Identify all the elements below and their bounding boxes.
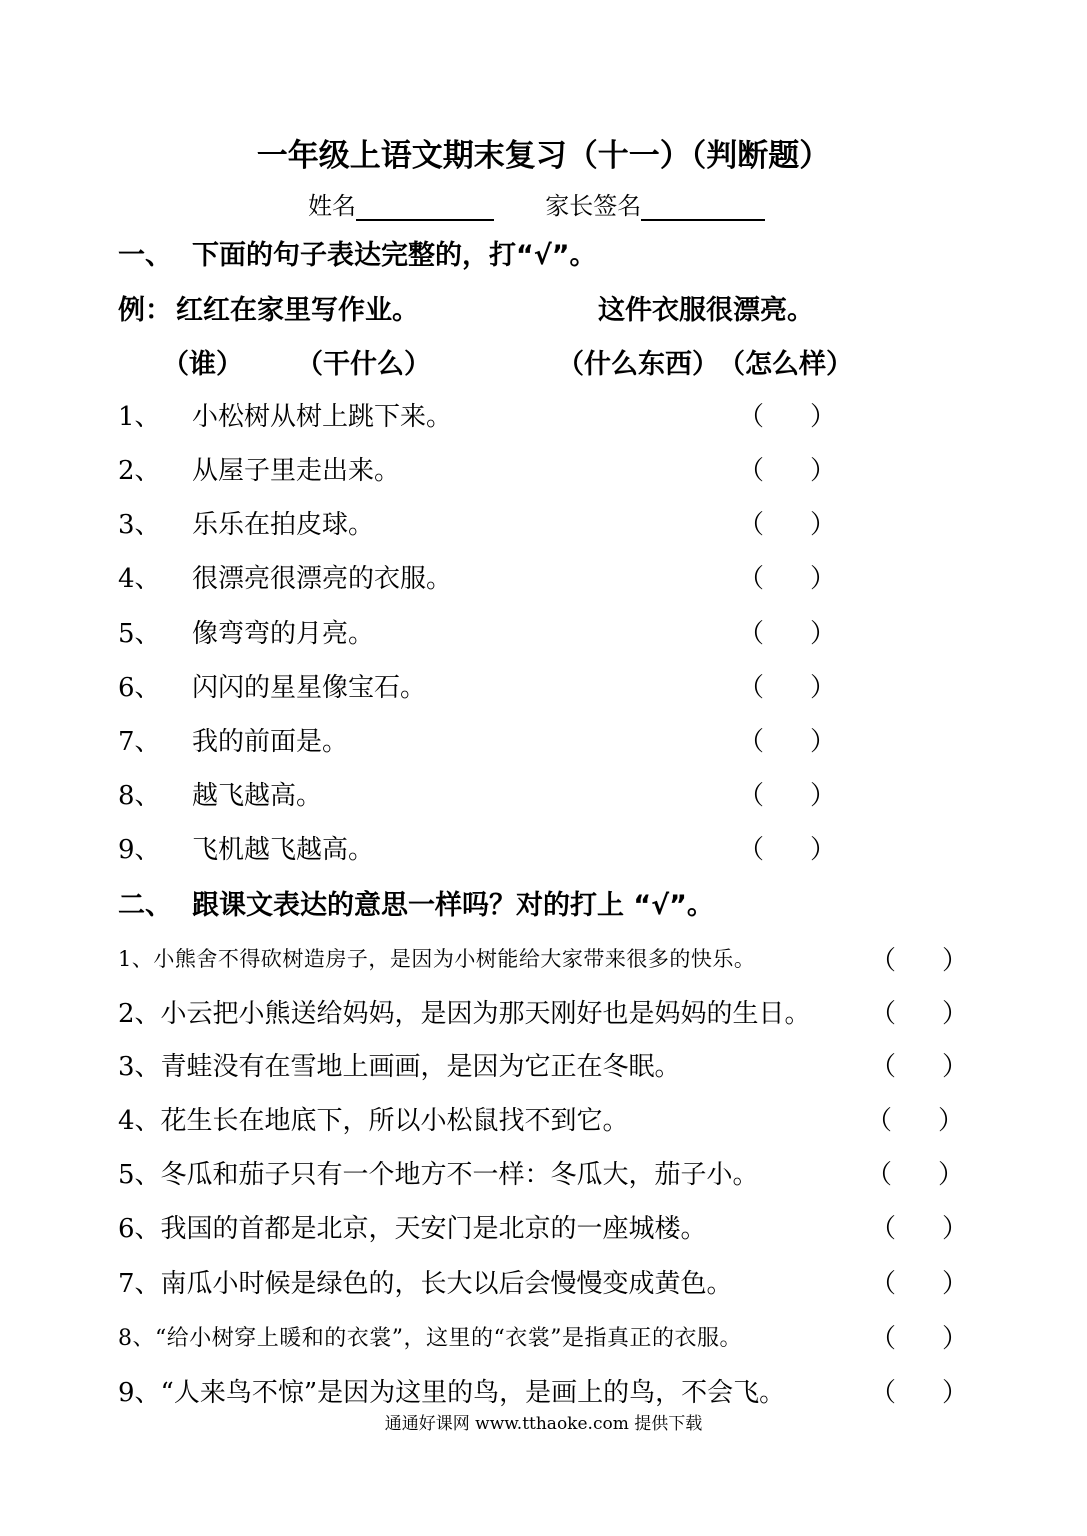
question-text: 从屋子里走出来。 (192, 456, 401, 486)
question-item (118, 1100, 629, 1137)
question-text: 小熊舍不得砍树造房子，是因为小树能给大家带来很多的快乐。 (153, 947, 756, 971)
answer-box[interactable] (898, 995, 948, 1025)
question-text: 小松树从树上跳下来。 (192, 402, 453, 432)
answer-close-paren: ） (938, 1106, 965, 1136)
answer-close-paren: ） (942, 999, 969, 1029)
answer-box[interactable] (898, 1374, 948, 1404)
question-item (118, 993, 811, 1030)
answer-open-paren: （ (870, 1052, 897, 1082)
answer-open-paren: （ (738, 835, 765, 865)
question-text: 冬瓜和茄子只有一个地方不一样：冬瓜大，茄子小。 (160, 1160, 759, 1190)
question-number: 7、 (118, 727, 161, 757)
answer-open-paren: （ (738, 727, 765, 757)
answer-close-paren: ） (942, 1324, 969, 1354)
answer-close-paren: ） (942, 1214, 969, 1244)
question-text: “给小树穿上暖和的衣裳”，这里的“衣裳”是指真正的衣服。 (155, 1326, 742, 1351)
answer-box[interactable] (766, 777, 816, 807)
question-item (118, 943, 755, 973)
question-item (118, 1046, 681, 1083)
section2-heading-num: 二、 (118, 890, 172, 921)
answer-open-paren: （ (738, 781, 765, 811)
tag-who: （谁） (162, 349, 243, 380)
answer-close-paren: ） (810, 727, 837, 757)
answer-close-paren: ） (810, 456, 837, 486)
answer-box[interactable] (766, 560, 816, 590)
answer-open-paren: （ (870, 1269, 897, 1299)
answer-close-paren: ） (810, 673, 837, 703)
question-text: 乐乐在拍皮球。 (192, 510, 375, 540)
answer-box[interactable] (894, 1102, 944, 1132)
question-number: 8、 (118, 781, 161, 811)
question-number: 9、 (118, 835, 161, 865)
answer-close-paren: ） (938, 1160, 965, 1190)
answer-open-paren: （ (870, 1214, 897, 1244)
question-number: 1、 (118, 947, 154, 971)
question-number: 5、 (118, 619, 161, 649)
section1-heading-num: 一、 (118, 240, 172, 271)
answer-open-paren: （ (870, 1378, 897, 1408)
example-sentence-2: 这件衣服很漂亮。 (598, 295, 814, 326)
name-blank[interactable] (356, 193, 494, 221)
question-item (118, 1321, 742, 1352)
answer-open-paren: （ (738, 564, 765, 594)
question-text: 很漂亮很漂亮的衣服。 (192, 564, 453, 594)
answer-box[interactable] (898, 942, 948, 972)
question-text: 越飞越高。 (192, 781, 323, 811)
question-number: 7、 (118, 1269, 161, 1299)
answer-open-paren: （ (738, 619, 765, 649)
answer-box[interactable] (766, 398, 816, 428)
answer-close-paren: ） (810, 402, 837, 432)
question-number: 3、 (118, 1052, 161, 1082)
question-item (118, 1372, 785, 1409)
answer-close-paren: ） (942, 1052, 969, 1082)
footer-source: 通通好课网 www.tthaoke.com 提供下载 (384, 1414, 703, 1434)
answer-open-paren: （ (870, 946, 897, 976)
page-title: 一年级上语文期末复习（十一）（判断题） (256, 138, 831, 174)
question-item (118, 1263, 733, 1300)
answer-box[interactable] (766, 506, 816, 536)
answer-box[interactable] (766, 669, 816, 699)
example-label: 例： (118, 295, 172, 326)
tag-how: （怎么样） (718, 349, 853, 380)
section2-heading: 跟课文表达的意思一样吗？对的打上 “√”。 (192, 890, 714, 921)
question-text: 南瓜小时候是绿色的，长大以后会慢慢变成黄色。 (160, 1269, 733, 1299)
answer-close-paren: ） (810, 564, 837, 594)
answer-box[interactable] (766, 452, 816, 482)
question-text: 像弯弯的月亮。 (192, 619, 375, 649)
name-row (308, 186, 765, 221)
question-number: 1、 (118, 402, 161, 432)
answer-box[interactable] (766, 723, 816, 753)
question-number: 9、 (118, 1378, 161, 1408)
question-text: 我国的首都是北京，天安门是北京的一座城楼。 (160, 1214, 707, 1244)
answer-open-paren: （ (866, 1106, 893, 1136)
answer-open-paren: （ (870, 1324, 897, 1354)
question-number: 4、 (118, 564, 161, 594)
section1-heading: 下面的句子表达完整的，打“√”。 (192, 240, 597, 271)
answer-close-paren: ） (810, 835, 837, 865)
answer-close-paren: ） (810, 510, 837, 540)
answer-box[interactable] (766, 831, 816, 861)
answer-close-paren: ） (942, 1269, 969, 1299)
parent-sign-blank[interactable] (641, 193, 765, 221)
answer-box[interactable] (894, 1156, 944, 1186)
question-text: 闪闪的星星像宝石。 (192, 673, 427, 703)
answer-close-paren: ） (810, 781, 837, 811)
question-number: 6、 (118, 673, 161, 703)
parent-sign-label: 家长签名 (545, 192, 642, 220)
answer-close-paren: ） (942, 946, 969, 976)
answer-box[interactable] (898, 1265, 948, 1295)
answer-close-paren: ） (810, 619, 837, 649)
tag-do: （干什么） (296, 349, 431, 380)
answer-open-paren: （ (738, 510, 765, 540)
question-number: 2、 (118, 456, 161, 486)
question-number: 2、 (118, 999, 161, 1029)
answer-close-paren: ） (942, 1378, 969, 1408)
answer-open-paren: （ (870, 999, 897, 1029)
answer-box[interactable] (766, 615, 816, 645)
name-label: 姓名 (308, 192, 356, 220)
answer-box[interactable] (898, 1210, 948, 1240)
answer-open-paren: （ (738, 402, 765, 432)
question-number: 5、 (118, 1160, 161, 1190)
answer-open-paren: （ (738, 456, 765, 486)
question-text: 小云把小熊送给妈妈，是因为那天刚好也是妈妈的生日。 (160, 999, 811, 1029)
answer-box[interactable] (898, 1320, 948, 1350)
question-number: 3、 (118, 510, 161, 540)
answer-box[interactable] (898, 1048, 948, 1078)
question-number: 4、 (118, 1106, 161, 1136)
answer-open-paren: （ (866, 1160, 893, 1190)
question-number: 8、 (118, 1326, 155, 1351)
question-text: 青蛙没有在雪地上画画，是因为它正在冬眠。 (160, 1052, 681, 1082)
example-sentence-1: 红红在家里写作业。 (176, 295, 419, 326)
question-item (118, 1154, 759, 1191)
question-text: 我的前面是。 (192, 727, 349, 757)
question-text: “人来鸟不惊”是因为这里的鸟，是画上的鸟，不会飞。 (160, 1378, 786, 1408)
answer-open-paren: （ (738, 673, 765, 703)
question-text: 飞机越飞越高。 (192, 835, 375, 865)
question-item (118, 1208, 707, 1245)
tag-what: （什么东西） (557, 349, 719, 380)
question-number: 6、 (118, 1214, 161, 1244)
question-text: 花生长在地底下，所以小松鼠找不到它。 (160, 1106, 629, 1136)
